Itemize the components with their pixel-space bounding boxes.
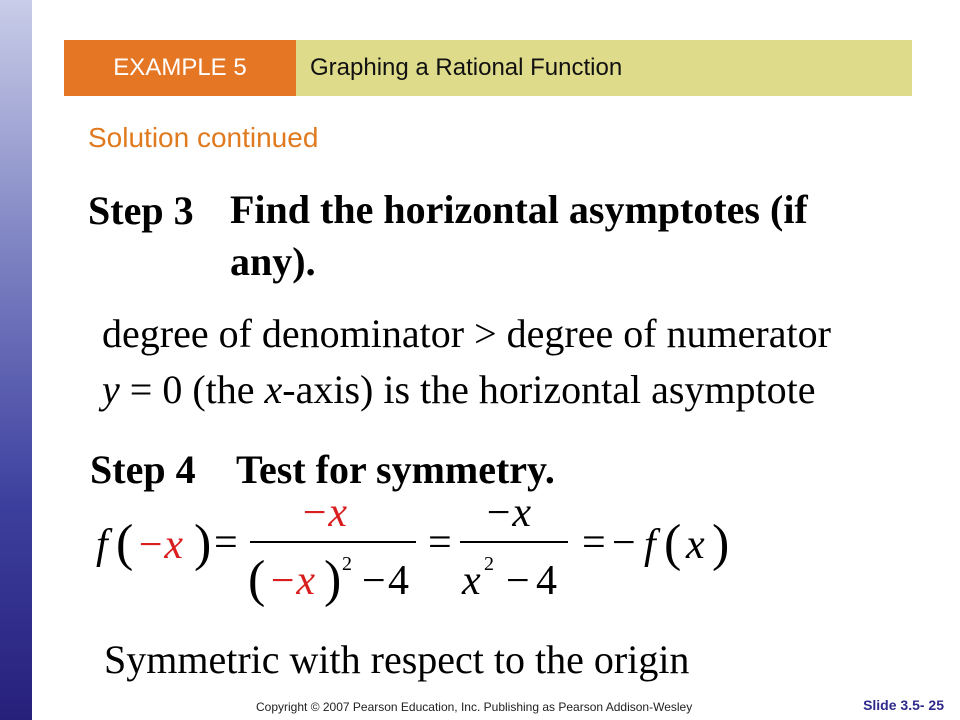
eq-f-left: f <box>96 522 108 568</box>
eq-frac1-neg-x: −x <box>268 558 315 604</box>
step4-text: Test for symmetry. <box>236 447 555 492</box>
eq-frac2-exponent: 2 <box>484 553 494 575</box>
step3-text <box>230 184 890 288</box>
eq-frac2-four: 4 <box>536 558 557 604</box>
eq-equals-2: = <box>428 520 452 566</box>
eq-frac2-numerator: −x <box>484 496 531 536</box>
banner-title: Graphing a Rational Function <box>310 54 623 81</box>
symmetry-equation <box>88 496 748 608</box>
eq-frac2-minus: − <box>506 558 530 604</box>
asymptote-mid: = 0 (the <box>119 367 265 412</box>
eq-equals-3: = <box>582 520 606 566</box>
eq-result-x: x <box>686 522 705 568</box>
step3-text-line2: any). <box>230 239 316 284</box>
eq-paren-close-2: ) <box>324 551 342 608</box>
slide-number: Slide 3.5- 25 <box>863 697 944 713</box>
solution-subtitle: Solution continued <box>88 122 319 153</box>
asymptote-end: -axis) is the horizontal asymptote <box>282 367 816 412</box>
eq-equals-1: = <box>214 520 238 566</box>
var-x: x <box>264 367 283 412</box>
copyright-footer: Copyright © 2007 Pearson Education, Inc. Publishing as Pearson Addison-Wesley <box>256 700 693 714</box>
example-tag: EXAMPLE 5 <box>64 40 296 96</box>
eq-paren-open-1: ( <box>116 515 134 572</box>
var-y: y <box>102 367 120 412</box>
symmetry-conclusion: Symmetric with respect to the origin <box>104 637 690 682</box>
asymptote-statement <box>102 366 815 413</box>
eq-frac1-four: 4 <box>388 558 409 604</box>
eq-frac1-minus: − <box>362 558 386 604</box>
eq-paren-open-2: ( <box>248 551 266 608</box>
eq-paren-close-3: ) <box>712 515 730 572</box>
step4-label: Step 4 <box>90 447 196 492</box>
eq-f-right: f <box>644 522 656 568</box>
step3-label: Step 3 <box>88 188 194 233</box>
eq-frac1-numerator: −x <box>300 496 347 536</box>
title-banner <box>64 40 912 96</box>
degree-comparison: degree of denominator > degree of numerator <box>102 311 831 356</box>
eq-neg-x-left: −x <box>136 522 183 568</box>
eq-frac1-exponent: 2 <box>342 553 352 575</box>
eq-paren-close-1: ) <box>194 515 212 572</box>
eq-paren-open-3: ( <box>664 515 682 572</box>
side-gradient-bar <box>0 0 32 720</box>
step3-text-line1: Find the horizontal asymptotes (if <box>230 187 808 232</box>
eq-frac2-x: x <box>462 558 481 604</box>
eq-result-minus: − <box>612 520 636 566</box>
